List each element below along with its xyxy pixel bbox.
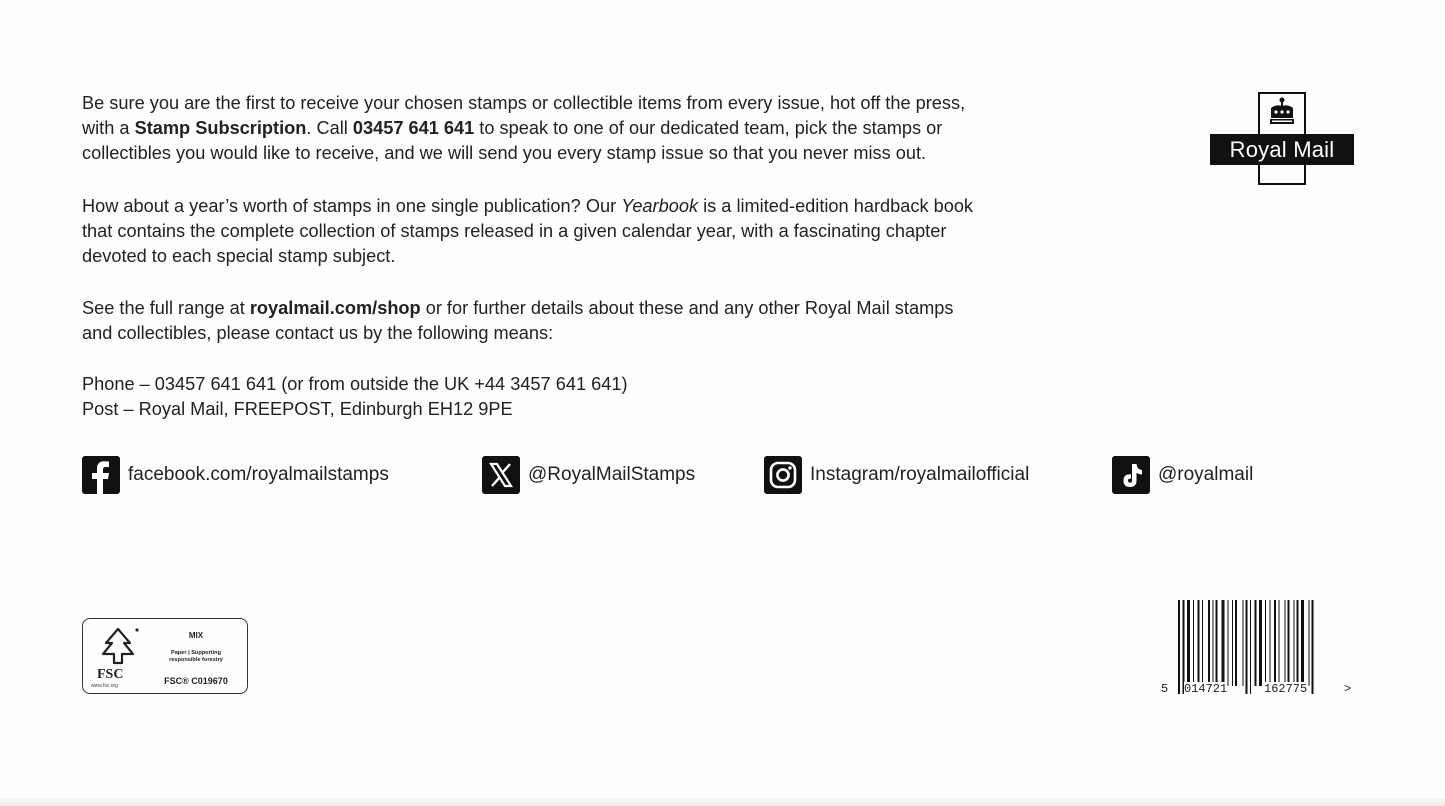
barcode-bar [1279, 600, 1280, 686]
post-line: Post – Royal Mail, FREEPOST, Edinburgh EH12 9PE [82, 399, 513, 419]
text-run: . Call [306, 118, 353, 138]
text-run: How about a year’s worth of stamps in one single publication? Our [82, 196, 622, 216]
tiktok-icon [1112, 456, 1150, 494]
barcode-bar [1235, 600, 1237, 686]
x-text: @RoyalMailStamps [528, 464, 696, 485]
fsc-website: www.fsc.org [91, 683, 118, 689]
crown-icon [1268, 96, 1296, 128]
barcode-bar [1312, 600, 1314, 694]
barcode-bar [1193, 600, 1194, 686]
instagram-link[interactable] [764, 456, 1029, 494]
yearbook-line-2: that contains the complete collection of stamps released in a given calendar year, with a fascinating chapter [82, 221, 947, 241]
barcode-bar [1288, 600, 1290, 686]
barcode-bar [1222, 600, 1225, 686]
barcode-bar [1178, 600, 1180, 694]
barcode-bar [1213, 600, 1214, 686]
instagram-icon [764, 456, 802, 494]
fsc-paper-line-1: Paper | Supporting [170, 650, 222, 656]
x-icon [482, 456, 520, 494]
barcode-bar [1255, 600, 1257, 686]
tiktok-link[interactable] [1112, 456, 1253, 494]
barcode-bar [1250, 600, 1251, 694]
text-run: or for further details about these and any other Royal Mail stamps [420, 298, 954, 318]
subscription-paragraph [82, 91, 1172, 166]
barcode-bar [1274, 600, 1276, 686]
subscription-line-2 [82, 116, 1172, 141]
yearbook-line-3: devoted to each special stamp subject. [82, 246, 396, 266]
facebook-link[interactable] [82, 456, 389, 494]
barcode-arrow: > [1344, 682, 1352, 696]
ean-barcode [1158, 598, 1358, 702]
barcode-bar [1294, 600, 1295, 686]
barcode-bar [1202, 600, 1203, 686]
instagram-text: Instagram/royalmailofficial [810, 464, 1030, 485]
yearbook-paragraph [82, 194, 1172, 269]
yearbook-line-1 [82, 194, 1172, 219]
fsc-label: FSC [97, 667, 124, 682]
fsc-paper-line-2: responsible forestry [169, 657, 223, 663]
text-run: with a [82, 118, 135, 138]
barcode-bar [1198, 600, 1200, 686]
shop-url-text: royalmail.com/shop [249, 298, 421, 318]
subscription-line-1: Be sure you are the first to receive your chosen stamps or collectible items from every issue, hot off the press, [82, 93, 966, 113]
facebook-icon [82, 456, 120, 494]
contact-details [82, 372, 1172, 422]
barcode-bar [1208, 600, 1210, 686]
phone-number-text: 03457 641 641 [352, 118, 475, 138]
barcode-bar [1232, 600, 1233, 686]
text-run: to speak to one of our dedicated team, pick the stamps or [474, 118, 943, 138]
barcode-group-1: 014721 [1184, 682, 1228, 696]
barcode-bar [1246, 600, 1248, 694]
text-run: is a limited-edition hardback book [698, 196, 974, 216]
fsc-tree-icon [93, 623, 143, 673]
royal-mail-logo [1210, 92, 1355, 187]
text-run: See the full range at [82, 298, 250, 318]
barcode-bar [1243, 600, 1244, 686]
phone-line: Phone – 03457 641 641 (or from outside the UK +44 3457 641 641) [82, 374, 628, 394]
barcode-bars [1158, 598, 1358, 694]
facebook-text: facebook.com/royalmailstamps [128, 464, 389, 485]
yearbook-title: Yearbook [621, 196, 699, 216]
barcode-bar [1228, 600, 1229, 686]
barcode-bar [1309, 600, 1310, 686]
barcode-digits [1158, 682, 1358, 700]
barcode-bar [1301, 600, 1304, 686]
fsc-licence-code: FSC® C019670 [164, 676, 228, 686]
shop-paragraph [82, 296, 1172, 346]
shop-line-1 [82, 296, 1172, 321]
barcode-bar [1187, 600, 1190, 686]
barcode-bar [1183, 600, 1185, 694]
barcode-first-digit: 5 [1161, 682, 1169, 696]
fsc-paper-claim [151, 650, 241, 664]
subscription-line-3: collectibles you would like to receive, and we will send you every stamp issue so that you never miss out. [82, 143, 927, 163]
barcode-group-2: 162775 [1264, 682, 1308, 696]
tiktok-text: @royalmail [1158, 464, 1254, 485]
fsc-mix-label [82, 618, 248, 694]
barcode-bar [1265, 600, 1266, 686]
fsc-mix: MIX [188, 631, 204, 640]
barcode-bar [1259, 600, 1262, 686]
logo-wordmark: Royal Mail [1210, 134, 1354, 165]
barcode-bar [1216, 600, 1218, 686]
stamp-subscription-text: Stamp Subscription [134, 118, 307, 138]
x-link[interactable] [482, 456, 695, 494]
shop-line-2: and collectibles, please contact us by the following means: [82, 323, 554, 343]
barcode-bar [1297, 600, 1299, 686]
page-bottom-edge [0, 798, 1445, 806]
barcode-bar [1285, 600, 1286, 686]
barcode-bar [1270, 600, 1271, 686]
